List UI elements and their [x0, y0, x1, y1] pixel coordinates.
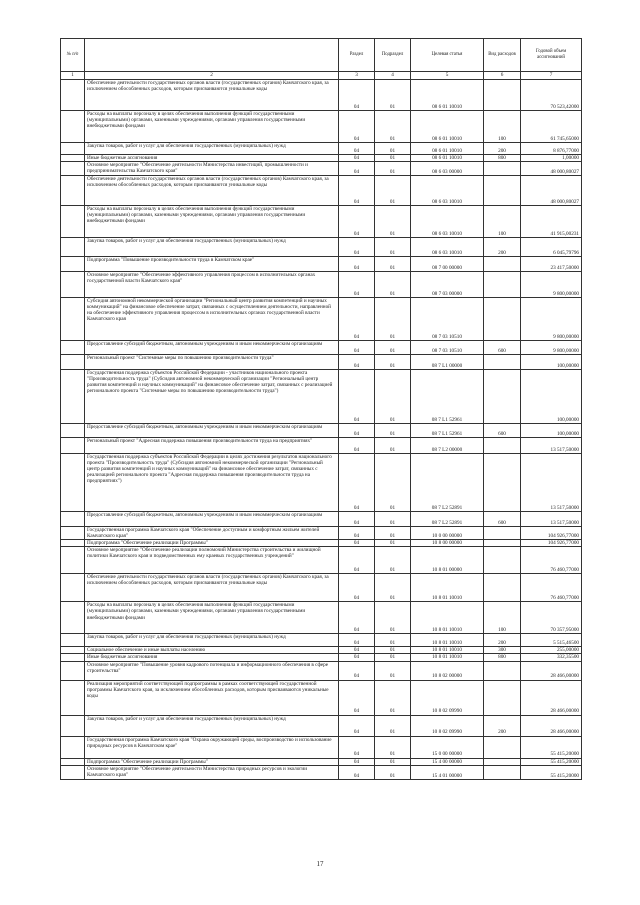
table-row: [61, 527, 582, 540]
row-subsection: 01: [375, 238, 411, 257]
row-amount: 61 745,65000: [521, 111, 582, 143]
row-num: [61, 765, 85, 779]
row-subsection: 01: [375, 355, 411, 370]
table-row: [61, 574, 582, 602]
row-amount: 100,00000: [521, 355, 582, 370]
row-expense-type: [484, 370, 521, 424]
col-index: 2: [85, 72, 339, 80]
row-target: 10 8 01 10010: [411, 602, 484, 634]
row-amount: 13 517,50000: [521, 512, 582, 527]
row-name: Закупка товаров, работ и услуг для обеспечения государственных (муниципальных) нужд: [85, 143, 339, 155]
table-row: [61, 736, 582, 758]
row-name: Основное мероприятие "Обеспечение деятельности Министерства природных ресурсов и экологии Камчатского края": [85, 765, 339, 779]
row-amount: 255,00000: [521, 647, 582, 654]
header-volume: Годовой объем ассигнований: [521, 39, 582, 72]
row-name: Расходы на выплаты персоналу в целях обеспечения выполнения функций государственными (муниципальными) органами, казенными учреждениями, органами управления государственными внебюджетными фондами: [85, 206, 339, 238]
row-section: 04: [339, 454, 375, 512]
table-header-row: [61, 39, 582, 72]
row-subsection: 01: [375, 272, 411, 298]
row-name: Основное мероприятие "Обеспечение реализации полномочий Министерства строительства и жилищной политики Камчатского края и подведомственных ему краевых государственных учреждений": [85, 547, 339, 574]
row-expense-type: 100: [484, 602, 521, 634]
column-index-row: [61, 72, 582, 80]
row-section: 04: [339, 341, 375, 355]
row-num: [61, 355, 85, 370]
row-subsection: 01: [375, 80, 411, 111]
row-amount: 48 000,80027: [521, 176, 582, 206]
row-target: 10 8 01 10010: [411, 647, 484, 654]
row-subsection: 01: [375, 143, 411, 155]
row-num: [61, 715, 85, 736]
row-amount: 6 045,79796: [521, 238, 582, 257]
row-subsection: 01: [375, 424, 411, 438]
row-name: Государственная поддержка субъектов Российской Федерации в целях достижения результатов национального проекта "Производительность труда" (Субсидия автономной некоммерческой организации "Региональный центр развития компетенций и научных коммуникаций" на финансовое обеспечение затрат, связанных с реализацией регионального проекта "Адресная поддержка повышения производительности труда на предприятиях"): [85, 454, 339, 512]
row-section: 04: [339, 765, 375, 779]
row-name: Предоставление субсидий бюджетным, автономным учреждениям и иным некоммерческим организациям: [85, 424, 339, 438]
row-target: 08 7 L1 52961: [411, 424, 484, 438]
row-name: Подпрограмма "Повышение производительности труда в Камчатском крае": [85, 257, 339, 272]
row-target: 08 7 L2 52891: [411, 454, 484, 512]
row-num: [61, 162, 85, 176]
table-row: [61, 654, 582, 661]
row-expense-type: [484, 298, 521, 341]
row-amount: 28 466,00000: [521, 680, 582, 715]
row-amount: 41 915,00231: [521, 206, 582, 238]
row-name: Социальное обеспечение и иные выплаты населению: [85, 647, 339, 654]
row-subsection: 01: [375, 654, 411, 661]
row-num: [61, 647, 85, 654]
row-target: 15 0 00 00000: [411, 736, 484, 758]
row-name: Субсидия автономной некоммерческой организации "Региональный центр развития компетенций и научных коммуникаций" на финансовое обеспечение затрат, связанных с осуществлением деятельности, направленной на обеспечение эффективного управления процессом в исполнительных органах государственной власти Камчатского края: [85, 298, 339, 341]
row-section: 04: [339, 176, 375, 206]
header-section: Раздел: [339, 39, 375, 72]
row-num: [61, 758, 85, 765]
row-num: [61, 540, 85, 547]
row-section: 04: [339, 272, 375, 298]
row-section: 04: [339, 574, 375, 602]
row-section: 04: [339, 257, 375, 272]
row-target: 10 8 01 10010: [411, 634, 484, 647]
row-expense-type: [484, 438, 521, 454]
row-subsection: 01: [375, 257, 411, 272]
row-target: 10 8 02 09990: [411, 680, 484, 715]
table-row: [61, 238, 582, 257]
table-row: [61, 547, 582, 574]
row-amount: 13 517,50000: [521, 438, 582, 454]
row-name: Закупка товаров, работ и услуг для обеспечения государственных (муниципальных) нужд: [85, 238, 339, 257]
row-subsection: 01: [375, 438, 411, 454]
budget-table: [60, 38, 582, 780]
row-expense-type: [484, 355, 521, 370]
row-amount: 5 515,46500: [521, 634, 582, 647]
row-num: [61, 512, 85, 527]
row-amount: 1,00000: [521, 155, 582, 162]
row-section: 04: [339, 512, 375, 527]
row-num: [61, 661, 85, 680]
row-target: 10 8 01 00000: [411, 547, 484, 574]
row-target: 08 7 03 00000: [411, 272, 484, 298]
row-expense-type: 100: [484, 206, 521, 238]
row-section: 04: [339, 680, 375, 715]
row-expense-type: 600: [484, 424, 521, 438]
table-row: [61, 257, 582, 272]
row-subsection: 01: [375, 574, 411, 602]
row-target: 10 0 00 00000: [411, 527, 484, 540]
row-expense-type: [484, 527, 521, 540]
row-target: 08 7 L1 52961: [411, 370, 484, 424]
header-expense-type: Вид расходов: [484, 39, 521, 72]
row-target: 08 6 03 10010: [411, 238, 484, 257]
table-row: [61, 647, 582, 654]
row-num: [61, 454, 85, 512]
row-subsection: 01: [375, 540, 411, 547]
row-expense-type: 300: [484, 647, 521, 654]
row-amount: 70 357,95000: [521, 602, 582, 634]
row-subsection: 01: [375, 111, 411, 143]
row-expense-type: 200: [484, 715, 521, 736]
row-amount: 13 517,50000: [521, 454, 582, 512]
row-expense-type: [484, 162, 521, 176]
row-target: 10 8 02 00000: [411, 661, 484, 680]
row-subsection: 01: [375, 341, 411, 355]
row-section: 04: [339, 424, 375, 438]
row-expense-type: 600: [484, 341, 521, 355]
row-amount: 9 800,00000: [521, 298, 582, 341]
row-subsection: 01: [375, 680, 411, 715]
row-num: [61, 424, 85, 438]
table-row: [61, 111, 582, 143]
row-num: [61, 438, 85, 454]
row-amount: 48 000,80027: [521, 162, 582, 176]
row-subsection: 01: [375, 162, 411, 176]
row-subsection: 01: [375, 602, 411, 634]
row-subsection: 01: [375, 298, 411, 341]
table-row: [61, 162, 582, 176]
table-row: [61, 298, 582, 341]
table-row: [61, 80, 582, 111]
row-target: 10 8 01 10010: [411, 574, 484, 602]
row-num: [61, 238, 85, 257]
row-subsection: 01: [375, 370, 411, 424]
row-section: 04: [339, 527, 375, 540]
row-num: [61, 80, 85, 111]
row-amount: 76 460,77000: [521, 547, 582, 574]
row-expense-type: [484, 257, 521, 272]
row-section: 04: [339, 162, 375, 176]
header-target: Целевая статья: [411, 39, 484, 72]
row-subsection: 01: [375, 512, 411, 527]
row-amount: 332,35500: [521, 654, 582, 661]
row-subsection: 01: [375, 206, 411, 238]
row-target: 15 4 01 00000: [411, 765, 484, 779]
row-num: [61, 736, 85, 758]
row-expense-type: 800: [484, 654, 521, 661]
row-subsection: 01: [375, 765, 411, 779]
row-subsection: 01: [375, 661, 411, 680]
table-body: [61, 80, 582, 780]
row-amount: 9 800,00000: [521, 272, 582, 298]
row-num: [61, 155, 85, 162]
row-subsection: 01: [375, 155, 411, 162]
row-amount: 55 415,20000: [521, 736, 582, 758]
row-expense-type: [484, 765, 521, 779]
row-name: Обеспечение деятельности государственных органов власти (государственных органов) Камчатского края, за исключением обособленных расходов, которым присваиваются уникальные коды: [85, 574, 339, 602]
row-section: 04: [339, 238, 375, 257]
row-subsection: 01: [375, 715, 411, 736]
row-amount: 9 800,00000: [521, 341, 582, 355]
row-name: Региональный проект "Адресная поддержка повышения производительности труда на предприятиях": [85, 438, 339, 454]
row-subsection: 01: [375, 547, 411, 574]
row-expense-type: [484, 758, 521, 765]
row-num: [61, 341, 85, 355]
row-expense-type: [484, 540, 521, 547]
row-name: Подпрограмма "Обеспечение реализации Программы": [85, 540, 339, 547]
table-row: [61, 272, 582, 298]
row-name: Основное мероприятие "Повышение уровня кадрового потенциала и информационного обеспечения в сфере строительства": [85, 661, 339, 680]
row-section: 04: [339, 736, 375, 758]
row-target: 10 8 01 10010: [411, 654, 484, 661]
table-row: [61, 341, 582, 355]
row-expense-type: [484, 80, 521, 111]
row-target: 08 6 03 10010: [411, 206, 484, 238]
table-row: [61, 206, 582, 238]
row-subsection: 01: [375, 176, 411, 206]
row-expense-type: [484, 176, 521, 206]
row-amount: 8 876,77000: [521, 143, 582, 155]
row-name: Расходы на выплаты персоналу в целях обеспечения выполнения функций государственными (муниципальными) органами, казенными учреждениями, органами управления государственными внебюджетными фондами: [85, 602, 339, 634]
row-name: Подпрограмма "Обеспечение реализации Программы": [85, 758, 339, 765]
row-subsection: 01: [375, 634, 411, 647]
table-row: [61, 438, 582, 454]
row-amount: 55 415,20000: [521, 758, 582, 765]
row-expense-type: 200: [484, 634, 521, 647]
row-num: [61, 143, 85, 155]
row-name: Закупка товаров, работ и услуг для обеспечения государственных (муниципальных) нужд: [85, 715, 339, 736]
row-num: [61, 298, 85, 341]
row-expense-type: [484, 547, 521, 574]
table-row: [61, 765, 582, 779]
row-section: 04: [339, 715, 375, 736]
row-num: [61, 574, 85, 602]
row-target: 08 7 L2 00000: [411, 438, 484, 454]
row-target: 08 7 00 00000: [411, 257, 484, 272]
row-num: [61, 257, 85, 272]
row-num: [61, 654, 85, 661]
budget-table-page: [60, 38, 581, 780]
row-num: [61, 680, 85, 715]
table-row: [61, 155, 582, 162]
row-section: 04: [339, 438, 375, 454]
row-target: 08 6 01 10010: [411, 143, 484, 155]
col-index: 6: [484, 72, 521, 80]
row-subsection: 01: [375, 454, 411, 512]
row-name: Иные бюджетные ассигнования: [85, 654, 339, 661]
row-name: Реализация мероприятий соответствующей подпрограммы в рамках соответствующей государственной программы Камчатского края, за исключением обособленных расходов, которым присваиваются уникальные коды: [85, 680, 339, 715]
row-subsection: 01: [375, 758, 411, 765]
row-expense-type: 100: [484, 111, 521, 143]
table-row: [61, 540, 582, 547]
row-amount: 104 926,77000: [521, 527, 582, 540]
row-name: Государственная программа Камчатского края "Охрана окружающей среды, воспроизводство и использование природных ресурсов в Камчатском крае": [85, 736, 339, 758]
table-row: [61, 143, 582, 155]
row-expense-type: [484, 736, 521, 758]
row-num: [61, 527, 85, 540]
row-subsection: 01: [375, 647, 411, 654]
table-row: [61, 634, 582, 647]
row-amount: 76 460,77000: [521, 574, 582, 602]
row-expense-type: [484, 454, 521, 512]
col-index: 5: [411, 72, 484, 80]
row-section: 04: [339, 547, 375, 574]
row-num: [61, 176, 85, 206]
row-section: 04: [339, 647, 375, 654]
row-amount: 23 417,50000: [521, 257, 582, 272]
row-section: 04: [339, 298, 375, 341]
row-target: 10 8 02 09990: [411, 715, 484, 736]
row-amount: 100,00000: [521, 424, 582, 438]
row-section: 04: [339, 654, 375, 661]
table-row: [61, 512, 582, 527]
row-name: Государственная поддержка субъектов Российской Федерации - участников национального проекта "Производительность труда" (Субсидия автономной некоммерческой организации "Региональный центр развития компетенций и научных коммуникаций" на финансовое обеспечение затрат, связанных с реализацией регионального проекта "Системные меры по повышению производительности труда"): [85, 370, 339, 424]
row-num: [61, 206, 85, 238]
row-target: 08 6 01 10010: [411, 111, 484, 143]
row-name: Закупка товаров, работ и услуг для обеспечения государственных (муниципальных) нужд: [85, 634, 339, 647]
col-index: 1: [61, 72, 85, 80]
col-index: 3: [339, 72, 375, 80]
page-number: 17: [316, 860, 324, 868]
table-row: [61, 661, 582, 680]
row-name: Предоставление субсидий бюджетным, автономным учреждениям и иным некоммерческим организациям: [85, 512, 339, 527]
row-amount: 55 415,20000: [521, 765, 582, 779]
row-section: 04: [339, 661, 375, 680]
row-section: 04: [339, 111, 375, 143]
row-expense-type: 200: [484, 238, 521, 257]
table-row: [61, 602, 582, 634]
row-name: Основное мероприятие "Обеспечение деятельности Министерства инвестиций, промышленности и предпринимательства Камчатского края": [85, 162, 339, 176]
row-name: Расходы на выплаты персоналу в целях обеспечения выполнения функций государственными (муниципальными) органами, казенными учреждениями, органами управления государственными внебюджетными фондами: [85, 111, 339, 143]
row-section: 04: [339, 355, 375, 370]
row-section: 04: [339, 602, 375, 634]
header-name: [85, 39, 339, 72]
row-num: [61, 272, 85, 298]
row-num: [61, 547, 85, 574]
row-amount: 28 466,00000: [521, 715, 582, 736]
row-target: 10 8 00 00000: [411, 540, 484, 547]
row-expense-type: 600: [484, 512, 521, 527]
row-name: Государственная программа Камчатского края "Обеспечение доступным и комфортным жильем жителей Камчатского края": [85, 527, 339, 540]
row-target: 08 7 03 10510: [411, 298, 484, 341]
row-section: 04: [339, 540, 375, 547]
row-amount: 104 926,77000: [521, 540, 582, 547]
row-target: 08 7 03 10510: [411, 341, 484, 355]
row-section: 04: [339, 634, 375, 647]
row-name: Обеспечение деятельности государственных органов власти (государственных органов) Камчатского края, за исключением обособленных расходов, которым присваиваются уникальные коды: [85, 80, 339, 111]
row-num: [61, 602, 85, 634]
table-row: [61, 715, 582, 736]
row-section: 04: [339, 155, 375, 162]
row-target: 08 6 03 00000: [411, 162, 484, 176]
header-num: № п/п: [61, 39, 85, 72]
table-row: [61, 176, 582, 206]
row-expense-type: [484, 661, 521, 680]
row-target: 08 7 L1 00000: [411, 355, 484, 370]
row-name: Предоставление субсидий бюджетным, автономным учреждениям и иным некоммерческим организациям: [85, 341, 339, 355]
row-section: 04: [339, 758, 375, 765]
table-row: [61, 424, 582, 438]
row-target: 08 7 L2 52891: [411, 512, 484, 527]
row-section: 04: [339, 143, 375, 155]
row-target: 08 6 03 10010: [411, 176, 484, 206]
row-target: 08 6 01 10010: [411, 155, 484, 162]
row-expense-type: [484, 272, 521, 298]
row-section: 04: [339, 206, 375, 238]
row-expense-type: 200: [484, 143, 521, 155]
row-target: 15 4 00 00000: [411, 758, 484, 765]
row-num: [61, 634, 85, 647]
row-expense-type: [484, 574, 521, 602]
table-row: [61, 680, 582, 715]
row-name: Иные бюджетные ассигнования: [85, 155, 339, 162]
row-amount: 100,00000: [521, 370, 582, 424]
col-index: 4: [375, 72, 411, 80]
row-amount: 70 523,42000: [521, 80, 582, 111]
row-name: Основное мероприятие "Обеспечение эффективного управления процессом в исполнительных органах государственной власти Камчатского края": [85, 272, 339, 298]
row-section: 04: [339, 80, 375, 111]
row-num: [61, 111, 85, 143]
row-subsection: 01: [375, 527, 411, 540]
table-row: [61, 454, 582, 512]
col-index: 7: [521, 72, 582, 80]
table-row: [61, 758, 582, 765]
row-section: 04: [339, 370, 375, 424]
row-target: 08 6 01 10010: [411, 80, 484, 111]
row-expense-type: 800: [484, 155, 521, 162]
row-expense-type: [484, 680, 521, 715]
row-subsection: 01: [375, 736, 411, 758]
row-name: Региональный проект "Системные меры по повышению производительности труда": [85, 355, 339, 370]
row-num: [61, 370, 85, 424]
header-subsection: Подраздел: [375, 39, 411, 72]
table-row: [61, 370, 582, 424]
table-row: [61, 355, 582, 370]
row-name: Обеспечение деятельности государственных органов власти (государственных органов) Камчатского края, за исключением обособленных расходов, которым присваиваются уникальные коды: [85, 176, 339, 206]
row-amount: 28 466,00000: [521, 661, 582, 680]
